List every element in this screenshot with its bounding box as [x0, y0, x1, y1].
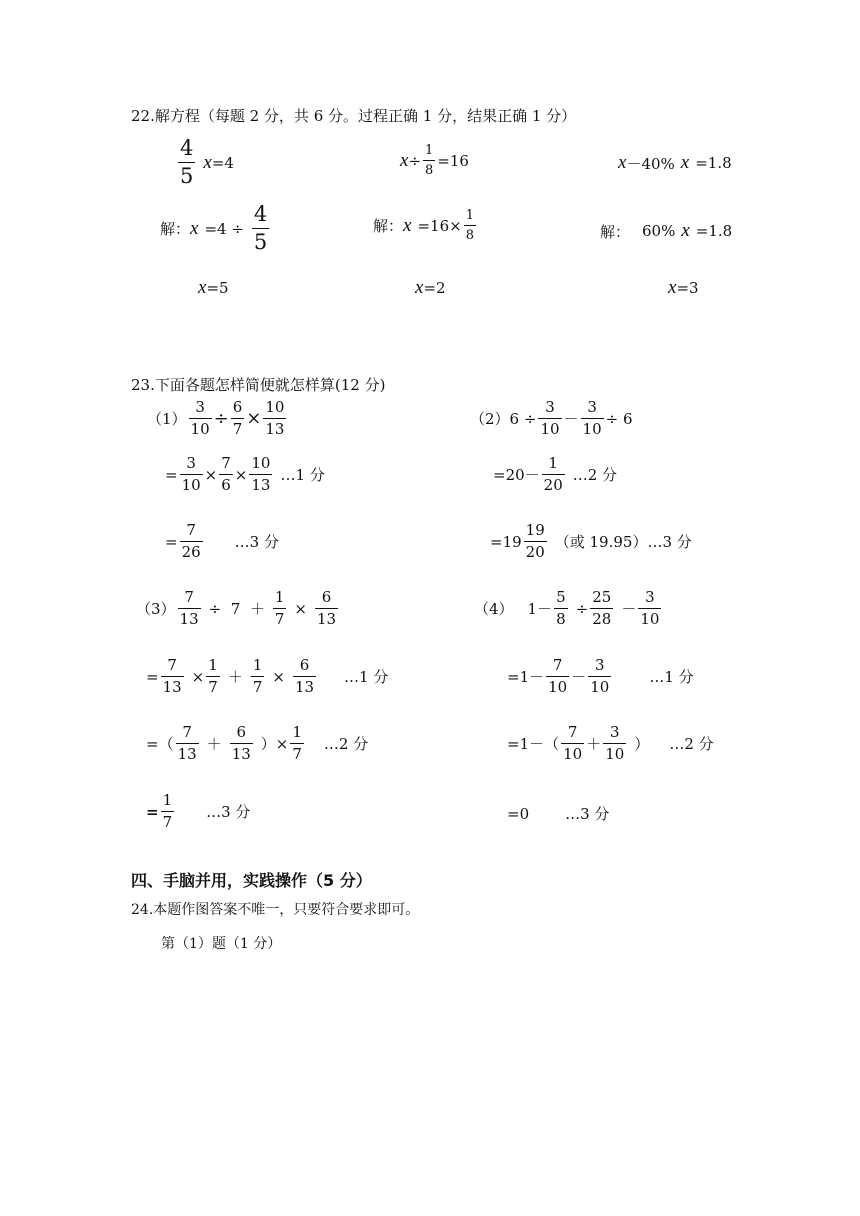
fraction: $\frac{1}{8}$ — [425, 143, 434, 178]
variable-x: x — [681, 220, 690, 241]
q23-problem-1-step-1: = $\frac{3}{10}$ × $\frac{7}{6}$ × $\frac{10}{13}$ …1 分 — [165, 454, 325, 494]
variable-x: x — [680, 152, 690, 173]
q22-solution-1: 解： x =4 ÷ $\frac{4}{5}$ — [160, 202, 268, 254]
fraction: $\frac{3}{10}$ — [181, 454, 201, 494]
q22-answer-3: x =3 — [668, 277, 699, 298]
q23-problem-1: （1） $\frac{3}{10}$ ÷ $\frac{6}{7}$ × $\frac{10}{13}$ — [147, 398, 285, 438]
q22-equation-3: x －40% x =1.8 — [618, 152, 732, 173]
fraction: $\frac{7}{13}$ — [162, 656, 182, 696]
q23-heading: 23.下面各题怎样简便就怎样算(12 分) — [131, 376, 386, 394]
q23-problem-3-step-1: = $\frac{7}{13}$ × $\frac{1}{7}$ ＋ $\frac{1}{7}$ × $\frac{6}{13}$ …1 分 — [146, 656, 389, 696]
variable-x: x — [668, 277, 677, 298]
q22-solution-2: 解： x =16× $\frac{1}{8}$ — [373, 208, 474, 243]
section-4-heading: 四、手脑并用，实践操作（5 分） — [131, 871, 372, 890]
fraction: $\frac{7}{13}$ — [177, 723, 197, 763]
fraction: $\frac{25}{28}$ — [592, 588, 612, 628]
variable-x: x — [415, 277, 424, 298]
q22-answer-1: x =5 — [198, 277, 229, 298]
fraction: $\frac{6}{13}$ — [231, 723, 251, 763]
fraction: $\frac{1}{8}$ — [465, 208, 474, 243]
variable-x: x — [203, 151, 212, 173]
q23-problem-4: （4） 1－ $\frac{5}{8}$ ÷ $\frac{25}{28}$ － $\frac{3}{10}$ — [474, 588, 660, 628]
q22-answer-2: x =2 — [415, 277, 446, 298]
fraction: $\frac{3}{10}$ — [605, 723, 625, 763]
fraction: $\frac{6}{7}$ — [232, 398, 243, 438]
fraction: $\frac{3}{10}$ — [190, 398, 210, 438]
variable-x: x — [400, 149, 409, 171]
fraction: $\frac{1}{7}$ — [252, 656, 263, 696]
fraction: $\frac{6}{13}$ — [316, 588, 337, 628]
q23-problem-1-step-2: = $\frac{7}{26}$ …3 分 — [165, 521, 279, 561]
fraction: $\frac{7}{6}$ — [221, 454, 231, 494]
q23-problem-4-step-3: =0 …3 分 — [507, 804, 610, 823]
fraction: $\frac{3}{10}$ — [540, 398, 560, 438]
fraction: $\frac{10}{13}$ — [265, 398, 285, 438]
fraction: $\frac{4}{5}$ — [180, 136, 194, 188]
fraction: $\frac{3}{10}$ — [640, 588, 660, 628]
fraction: $\frac{1}{7}$ — [292, 723, 302, 763]
q23-problem-3-step-3: = $\frac{1}{7}$ …3 分 — [146, 791, 251, 831]
fraction: $\frac{4}{5}$ — [253, 202, 268, 254]
q23-problem-3: （3） $\frac{7}{13}$ ÷ 7 ＋ $\frac{1}{7}$ × $\frac{6}{13}$ — [136, 588, 337, 628]
q23-problem-2-step-2: =19 $\frac{19}{20}$ （或 19.95） …3 分 — [490, 521, 692, 561]
fraction: $\frac{7}{26}$ — [181, 521, 201, 561]
q23-problem-3-step-2: =（ $\frac{7}{13}$ ＋ $\frac{6}{13}$ ）× $\frac{1}{7}$ …2 分 — [146, 723, 369, 763]
fraction: $\frac{3}{10}$ — [590, 656, 610, 696]
fraction: $\frac{10}{13}$ — [251, 454, 271, 494]
fraction: $\frac{7}{10}$ — [548, 656, 568, 696]
q22-heading: 22.解方程（每题 2 分，共 6 分。过程正确 1 分，结果正确 1 分） — [131, 107, 577, 125]
fraction: $\frac{7}{13}$ — [179, 588, 199, 628]
q23-problem-4-step-2: =1－（ $\frac{7}{10}$ ＋ $\frac{3}{10}$ ） …2 分 — [507, 723, 714, 763]
q24-sub-1: 第（1）题（1 分） — [161, 936, 282, 952]
q22-equation-2: x ÷ $\frac{1}{8}$ =16 — [400, 143, 469, 178]
fraction: $\frac{1}{7}$ — [274, 588, 285, 628]
variable-x: x — [618, 152, 627, 173]
fraction: $\frac{19}{20}$ — [525, 521, 545, 561]
q22-equation-1: $\frac{4}{5}$ x =4 — [180, 136, 234, 188]
q24-text: 24.本题作图答案不唯一，只要符合要求即可。 — [131, 902, 420, 918]
fraction: $\frac{1}{20}$ — [543, 454, 563, 494]
q22-solution-3: 解： 60% x =1.8 — [600, 220, 733, 241]
variable-x: x — [198, 277, 207, 298]
fraction: $\frac{5}{8}$ — [556, 588, 566, 628]
variable-x: x — [190, 217, 199, 239]
variable-x: x — [403, 214, 412, 236]
fraction: $\frac{1}{7}$ — [208, 656, 218, 696]
fraction: $\frac{7}{10}$ — [563, 723, 583, 763]
q23-problem-4-step-1: =1－ $\frac{7}{10}$ － $\frac{3}{10}$ …1 分 — [507, 656, 694, 696]
fraction: $\frac{6}{13}$ — [294, 656, 315, 696]
fraction: $\frac{1}{7}$ — [162, 791, 173, 831]
fraction: $\frac{3}{10}$ — [582, 398, 602, 438]
q23-problem-2: （2）6 ÷ $\frac{3}{10}$ － $\frac{3}{10}$ ÷ 6 — [470, 398, 633, 438]
q23-problem-2-step-1: =20－ $\frac{1}{20}$ …2 分 — [493, 454, 618, 494]
